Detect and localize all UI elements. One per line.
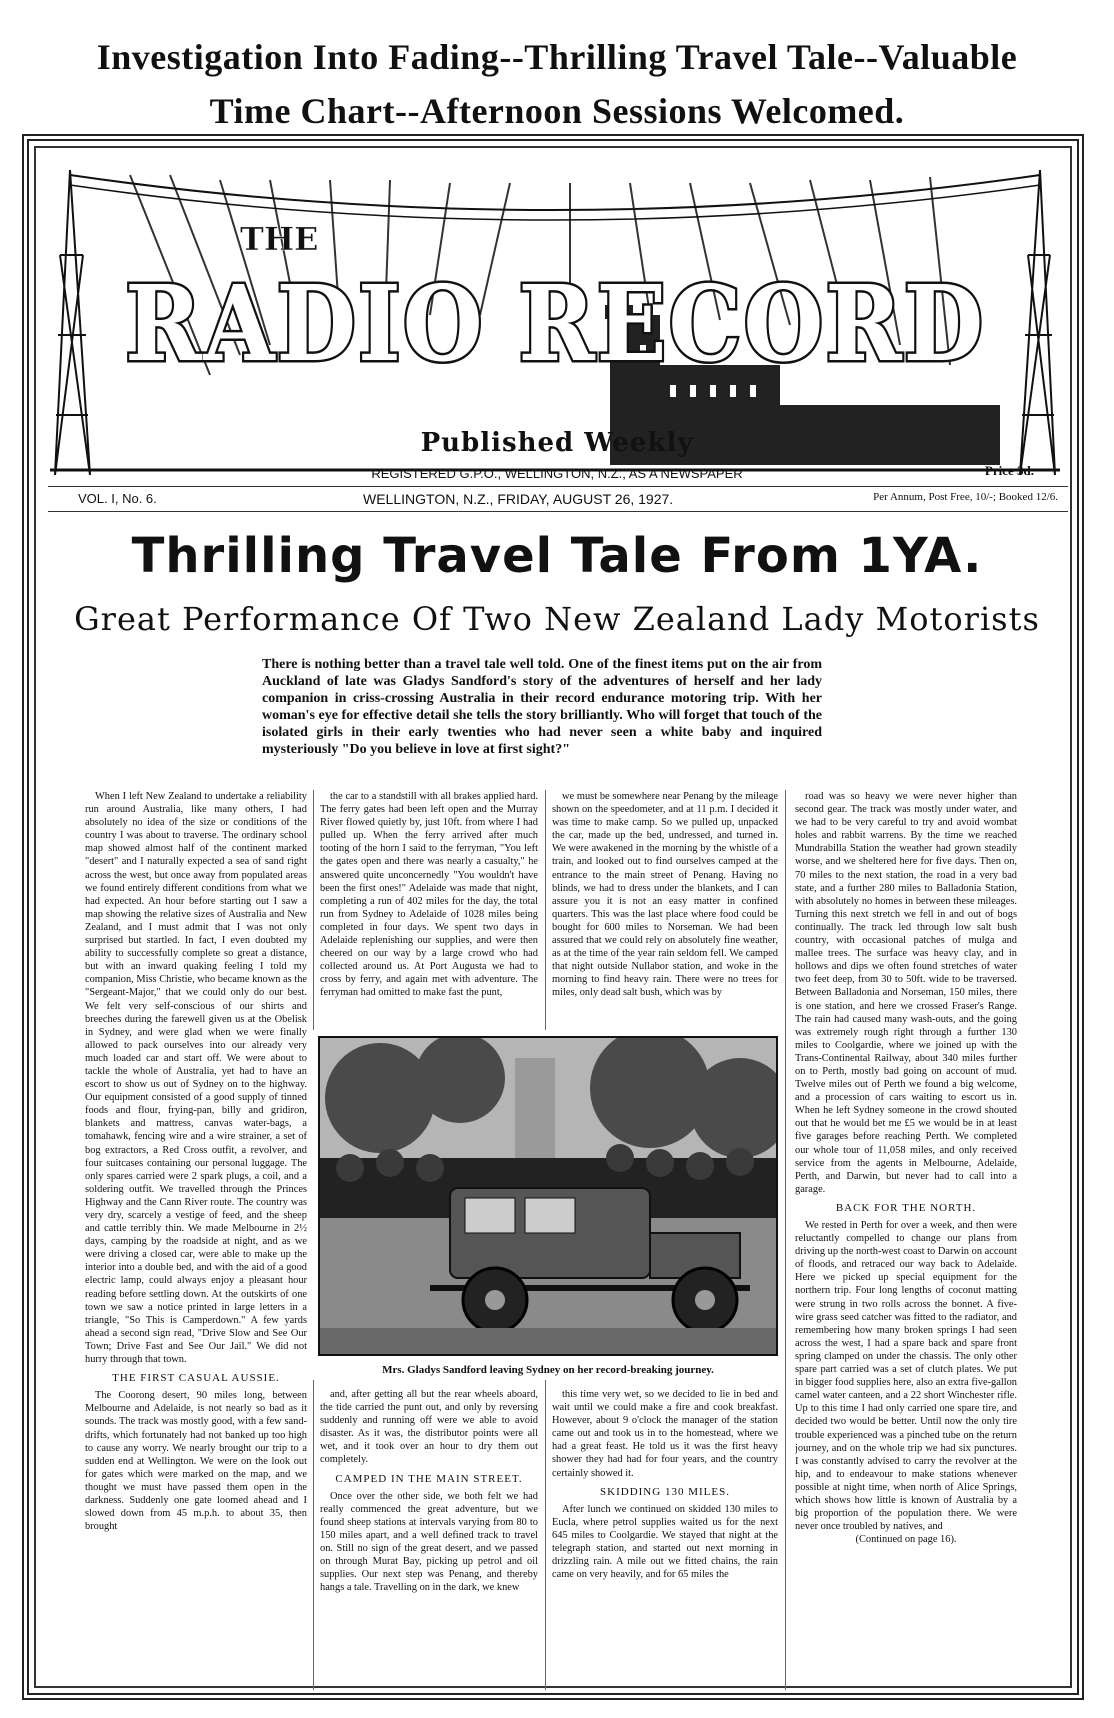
section-heading-first-casual-aussie: THE FIRST CASUAL AUSSIE. (112, 1372, 280, 1385)
section-heading-back-for-the-north: BACK FOR THE NORTH. (835, 1201, 977, 1214)
subheadline: Great Performance Of Two New Zealand Lady Motorists (74, 600, 1040, 638)
column-rule (313, 790, 314, 1030)
volume-number: VOL. I, No. 6. (78, 491, 157, 506)
column-2-text-b: and, after getting all but the rear wheels aboard, the tide carried the punt out, and only by reversing suddenly and running off were we able to avoid disaster. As it was, the distributor points were all wet, and it took over an hour to dry them out completely. (320, 1389, 538, 1466)
subscription-rates: Per Annum, Post Free, 10/-; Booked 12/6. (873, 491, 1058, 503)
column-1 (85, 790, 307, 1688)
column-4-text: road was so heavy we were never higher than second gear. The track was mostly under water, and we had to be very careful to try and avoid wombat holes and rabbit warrens. By the time we reached Mundrabilla Station the weather had grown steadily worse, and we sheltered here for five days. Then on, 70 miles to the next station, the road in a very bad state, and a further 280 miles to Balladonia Station, with absolutely no homes in between these mileages. Turning this next stretch we fell in and out of bogs continually. The track led through low salt bush country, with occasional patches of mulga and mallee trees. The surface was heavy clay, and in hollows and dips we often found stretches of water two feet deep, from 30 to 50ft. wide to be traversed. Between Balladonia and Norseman, 150 miles, there is one station, and here we crossed Fraser's Range. The rain had caused many wash-outs, and the going was extremely rough right through a further 130 miles to Coolgardie, where we joined up with the Trans-Continental Railway, about 340 miles further on to Perth, mostly bad going on account of mud. Twelve miles out of Perth we found a big welcome, and a procession of cars waiting to escort us in. When he left Sydney someone in the crowd shouted out that he would bet me £5 we would be in at least five garages before reaching Perth. We completed our whole tour of 11,058 miles, and only received service from the agents in Melbourne, Adelaide, Perth, and Darwin, but never had to call into a garage. (795, 791, 1017, 1195)
column-1-text-b: The Coorong desert, 90 miles long, between Melbourne and Adelaide, is not nearly so bad as it sounds. The track was mostly good, with a few sand-drifts, which fortunately had not banked up too high to cause any worry. We nearly brought our trip to a sudden end at Wellington. We were on the look out for gates which were marked on the map, and we thought we must have passed them open in the darkness. Suddenly one gate loomed ahead and I slowed down from 45 m.p.h. to about 35, then brought (85, 1390, 307, 1533)
section-heading-skidding-130-miles: SKIDDING 130 MILES. (600, 1485, 730, 1498)
continued-note: (Continued on page 16). (855, 1534, 957, 1546)
headline: Thrilling Travel Tale From 1YA. (131, 528, 983, 584)
column-2-top (320, 790, 538, 1030)
masthead-title: RADIO RECORD (125, 262, 985, 385)
issue-info-bar (48, 486, 1068, 512)
column-3-bottom (552, 1388, 778, 1688)
banner-line-1: Investigation Into Fading--Thrilling Travel Tale--Valuable (96, 37, 1018, 77)
column-2-bottom (320, 1388, 538, 1688)
dateline: WELLINGTON, N.Z., FRIDAY, AUGUST 26, 1927. (363, 491, 674, 507)
article-photo (318, 1036, 778, 1356)
vintage-car-photo (320, 1038, 776, 1354)
column-3-text-c: After lunch we continued on skidded 130 miles to Eucla, where petrol supplies waited us for the next 645 miles to Coolgardie. We stayed that night at the telegraph station, and started out next morning in drizzling rain. A mile out we fitted chains, the rain came on very heavily, and for 65 miles the (552, 1503, 778, 1581)
column-2-text-c: Once over the other side, we both felt we had really commenced the great adventure, but we found sheep stations at intervals varying from 80 to 150 miles apart, and a well defined track to travel on. Still no sign of the great desert, and we passed on through Murat Bay, picking up petrol and oil supplies. Our next step was Penang, and thereby hangs a tale. Travelling on in the dark, we knew (320, 1490, 538, 1594)
intro-paragraph: There is nothing better than a travel tale well told. One of the finest items put on the air from Auckland of late was Gladys Sandford's story of the adventures of herself and her lady companion in criss-crossing Australia in their record endurance motoring trip. With her woman's eye for effective detail she tells the story brilliantly. Who will forget that touch of the isolated girls in their early twenties who had never seen a white baby and inquired mysteriously "Do you believe in love at first sight?" (262, 657, 822, 757)
banner-line-2: Time Chart--Afternoon Sessions Welcomed. (209, 91, 905, 131)
section-heading-camped-in-the-main-street: CAMPED IN THE MAIN STREET. (335, 1472, 523, 1485)
column-3-text-b: this time very wet, so we decided to lie in bed and wait until we could make a fire and cook breakfast. However, about 9 o'clock the manager of the station came out and took us in to the homestead, where we had a great feast. He told us it was the first heavy shower they had had for four years, and the country certainly showed it. (552, 1389, 778, 1479)
column-rule (545, 1380, 546, 1690)
column-1-text: When I left New Zealand to undertake a reliability run around Australia, like many others, I had absolutely no idea of the size or conditions of the country I was about to traverse. The ordinary school map showed almost half of the continent marked "desert" and I naturally expected a sea of sand right across the west, but once away from populated areas we found entirely different conditions from what we had expected. An hour before starting out I saw a map showing the relative sizes of Australia and New Zealand, and I must admit that I was not only surprised but startled. In fact, I even doubted my ability to successfully complete so great a distance, but with an inward quaking feeling I told my companion, Miss Christie, who became known as the "Sergeant-Major," that we could only do our best. We felt very self-conscious of our shirts and breeches during the farewell given us at the Obelisk in Sydney, and were glad when we were finally allowed to pack ourselves into our already very much loaded car and start off. We were about to tackle the whole of Australia, yet had to have an escort to show us out of Sydney on to the highway. Our equipment consisted of a good supply of tinned foods and flour, frying-pan, billy and gridiron, blankets and mattress, canvas water-bags, a tomahawk, fencing wire and a wire strainer, a set of bog extractors, a Red Cross outfit, a revolver, and four suitcases containing our personal luggage. The only spares carried were 2 spark plugs, a coil, and a soldering outfit. We travelled through the Princes Highway and the Cann River route. The country was very dry, scarcely a vestige of feed, and the sheep and cattle terribly thin. We made Melbourne in 2½ days, camping by the roadside at night, and as we were driving a closed car, were able to make up the interior into a double bed, and with the aid of a good electric lamp, could always enjoy a pleasant hour reading before settling down. At the outskirts of one town we saw a notice printed in large letters in a triangle, "So This is Camperdown." A few yards ahead a second sign read, "Drive Slow and See Our Town; Drive Fast and See Our Jail." We did not hurry through that town. (85, 791, 307, 1366)
column-rule (313, 1380, 314, 1690)
column-rule (545, 790, 546, 1030)
column-3-top (552, 790, 778, 1030)
photo-caption: Mrs. Gladys Sandford leaving Sydney on her record-breaking journey. (382, 1364, 714, 1376)
masthead-the: THE (240, 220, 319, 258)
column-rule (785, 790, 786, 1690)
published-weekly: Published Weekly (420, 428, 694, 458)
registration-line: REGISTERED G.P.O., WELLINGTON, N.Z., AS A NEWSPAPER (371, 466, 743, 481)
column-3-text: we must be somewhere near Penang by the mileage shown on the speedometer, and at 11 p.m. I decided it was time to make camp. So we pulled up, unpacked the car, made up the bed, undressed, and turned in. We were awakened in the morning by the whistle of a train, and looked out to find ourselves camped at the entrance to the main street of Penang. Having no blinds, we had to dress under the blankets, and I can assure you it is not an easy matter in confined quarters. This was the last place where food could be bought for 600 miles to Norseman. We had been assured that we could rely on absolutely fine weather, as at the time of the year rain seldom fell. We camped that night outside Nullabor station, and woke in the morning to find heavy rain. There were no trees for miles, only dead salt bush, which was by (552, 791, 778, 999)
top-banner (0, 30, 1114, 138)
column-4 (795, 790, 1017, 1688)
column-4-text-b: We rested in Perth for over a week, and then were reluctantly compelled to change our plans from driving up the north-west coast to Darwin on account of floods, and retraced our way back to Adelaide. Here we picked up special equipment for the northern trip. Four long lengths of coconut matting were strung in two rolls across the bonnet. A five-wire grass seed catcher was fitted to the radiator, and remembering how many broken springs I had seen across the west, I had a spare back and spare front spring clamped on under the chassis. The only other spare part carried was a set of clutch plates. We put in bigger food supplies here, also an extra five-gallon camel water canteen, and a 22 short Winchester rifle. Up to this time I had only carried one spare tire, and decided two would be better. Until now the only tire trouble experienced was a pinched tube on the return journey, and on the whole trip we had six punctures. I was constantly advised to carry the revolver at the hip, and to endeavour to make stations whenever possible at night time, when north of Alice Springs, which shows how little is known of Australia by a big proportion of the population there. We were never once troubled by natives, and (795, 1220, 1017, 1533)
column-2-text: the car to a standstill with all brakes applied hard. The ferry gates had been left open and the Murray River flowed quietly by, just 10ft. from where I had pulled up. When the ferry arrived after much tooting of the horn I said to the ferryman, "You left the gates open and there was nearly a casualty," he answered quite unconcernedly "You wouldn't have been the first ones!" Adelaide was made that night, completing a run of 402 miles for the day, the total run from Sydney to Adelaide of 1028 miles being completed in four days. We spent two days in Adelaide replenishing our supplies, and were then cheered on our way by a large crowd who had collected around us. At Port Augusta we had to cross by ferry, and again met with adventure. The ferryman had omitted to make fast the punt, (320, 791, 538, 999)
price: Price 3d. (984, 463, 1034, 478)
